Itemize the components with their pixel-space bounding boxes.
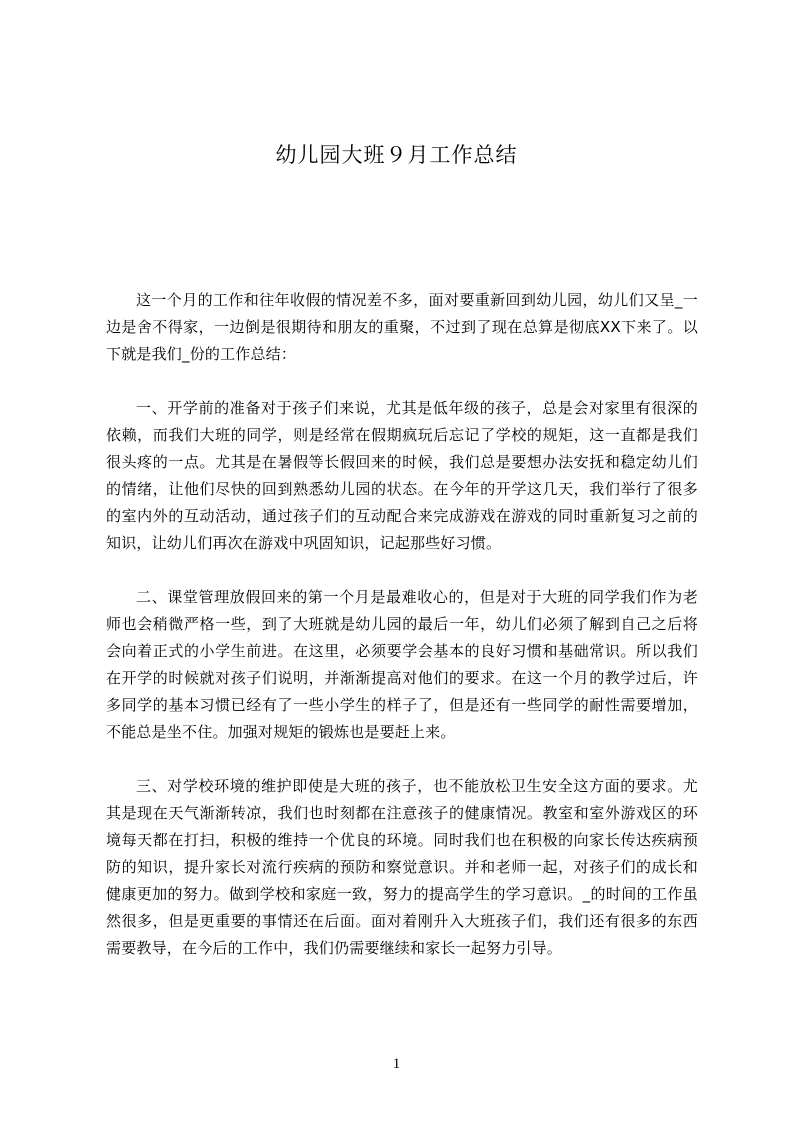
paragraph-intro: 这一个月的工作和往年收假的情况差不多，面对要重新回到幼儿园，幼儿们又呈_一边是舍不得家，一边倒是很期待和朋友的重聚，不过到了现在总算是彻底XX下来了。以下就是我们_份的工作总结： xyxy=(106,291,698,363)
document-body xyxy=(106,287,698,989)
paragraph-section-1: 一、开学前的准备对于孩子们来说，尤其是低年级的孩子，总是会对家里有很深的依赖，而我们大班的同学，则是经常在假期疯玩后忘记了学校的规矩，这一直都是我们很头疼的一点。尤其是在暑假等长假回来的时候，我们总是要想办法安抚和稳定幼儿们的情绪，让他们尽快的回到熟悉幼儿园的状态。在今年的开学这几天，我们举行了很多的室内外的互动活动，通过孩子们的互动配合来完成游戏在游戏的同时重新复习之前的知识，让幼儿们再次在游戏中巩固知识，记起那些好习惯。 xyxy=(106,399,698,552)
paragraph-section-2: 二、课堂管理放假回来的第一个月是最难收心的，但是对于大班的同学我们作为老师也会稍微严格一些，到了大班就是幼儿园的最后一年，幼儿们必须了解到自己之后将会向着正式的小学生前进。在这里，必须要学会基本的良好习惯和基础常识。所以我们在开学的时候就对孩子们说明，并渐渐提高对他们的要求。在这一个月的教学过后，许多同学的基本习惯已经有了一些小学生的样子了，但是还有一些同学的耐性需要增加，不能总是坐不住。加强对规矩的锻炼也是要赶上来。 xyxy=(106,588,698,741)
paragraph-section-3: 三、对学校环境的维护即使是大班的孩子，也不能放松卫生安全这方面的要求。尤其是现在天气渐渐转凉，我们也时刻都在注意孩子的健康情况。教室和室外游戏区的环境每天都在打扫，积极的维持一个优良的环境。同时我们也在积极的向家长传达疾病预防的知识，提升家长对流行疾病的预防和察觉意识。并和老师一起，对孩子们的成长和健康更加的努力。做到学校和家庭一致，努力的提高学生的学习意识。_的时间的工作虽然很多，但是更重要的事情还在后面。面对着刚升入大班孩子们，我们还有很多的东西需要教导，在今后的工作中，我们仍需要继续和家长一起努力引导。 xyxy=(106,777,698,957)
document-title: 幼儿园大班９月工作总结 xyxy=(275,143,518,167)
page-number: 1 xyxy=(392,1056,401,1072)
